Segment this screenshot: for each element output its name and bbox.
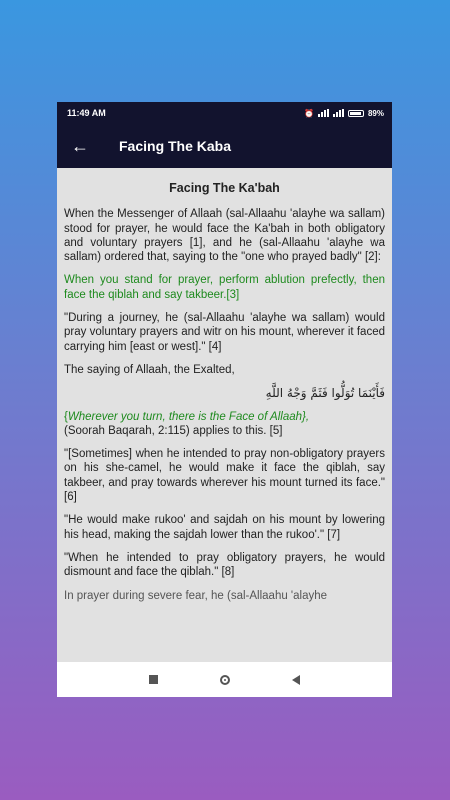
battery-icon xyxy=(348,110,364,117)
paragraph-9: In prayer during severe fear, he (sal-Allaahu 'alayhe xyxy=(64,589,328,602)
battery-level: 89% xyxy=(367,108,384,118)
paragraph-3: "During a journey, he (sal-Allaahu 'alayhe wa sallam) would pray voluntary prayers and witr on his mount, wherever it faced carrying him [east or west]." [4] xyxy=(64,312,385,353)
status-icons xyxy=(304,109,384,118)
hadith-quote: When you stand for prayer, perform ablution prefectly, then face the qiblah and say takbeer.[3] xyxy=(64,274,385,301)
verse-reference: (Soorah Baqarah, 2:115) applies to this. [5] xyxy=(64,424,283,437)
alarm-icon: ⏰ xyxy=(304,108,314,118)
navigation-bar xyxy=(57,662,392,697)
paragraph-7: "He would make rukoo' and sajdah on his mount by lowering his head, making the sajdah lower than the rukoo'." [7] xyxy=(64,514,385,541)
status-time: 11:49 AM xyxy=(67,108,106,118)
app-title: Facing The Kaba xyxy=(119,138,232,154)
paragraph-6: "[Sometimes] when he intended to pray non-obligatory prayers on his she-camel, he would make it face the qiblah, say takbeer, and pray towards wherever his mount turned its face." [6] xyxy=(64,448,385,504)
back-button[interactable] xyxy=(288,672,304,688)
paragraph-5 xyxy=(64,410,385,439)
recents-button[interactable] xyxy=(146,672,162,688)
article-heading: Facing The Ka'bah xyxy=(169,181,280,195)
arabic-verse: فَأَيْنَمَا تُوَلُّوا فَثَمَّ وَجْهُ اللَّهِ xyxy=(265,386,385,401)
verse-open-brace: { xyxy=(64,410,68,423)
circle-icon xyxy=(220,675,230,685)
square-icon xyxy=(149,675,158,684)
signal-icon xyxy=(318,109,329,117)
back-arrow-icon[interactable]: ← xyxy=(71,135,89,156)
verse-translation: Wherever you turn, there is the Face of Allaah}, xyxy=(67,410,310,423)
paragraph-8: "When he intended to pray obligatory prayers, he would dismount and face the qiblah." [8] xyxy=(64,551,385,579)
phone-screen xyxy=(57,102,392,697)
article-content[interactable] xyxy=(57,168,392,662)
triangle-back-icon xyxy=(292,675,300,685)
status-bar xyxy=(57,102,392,124)
app-bar xyxy=(57,124,392,168)
home-button[interactable] xyxy=(217,672,233,688)
signal-icon-2 xyxy=(333,109,344,117)
paragraph-4: The saying of Allaah, the Exalted, xyxy=(64,363,235,376)
paragraph-1: When the Messenger of Allaah (sal-Allaahu 'alayhe wa sallam) stood for prayer, he would face the Ka'bah in both obligatory and voluntary prayers [1], and he (sal-Allaahu 'alayhe wa sallam) ordered that, saying to the "one who prayed badly" [2]: xyxy=(64,208,385,264)
